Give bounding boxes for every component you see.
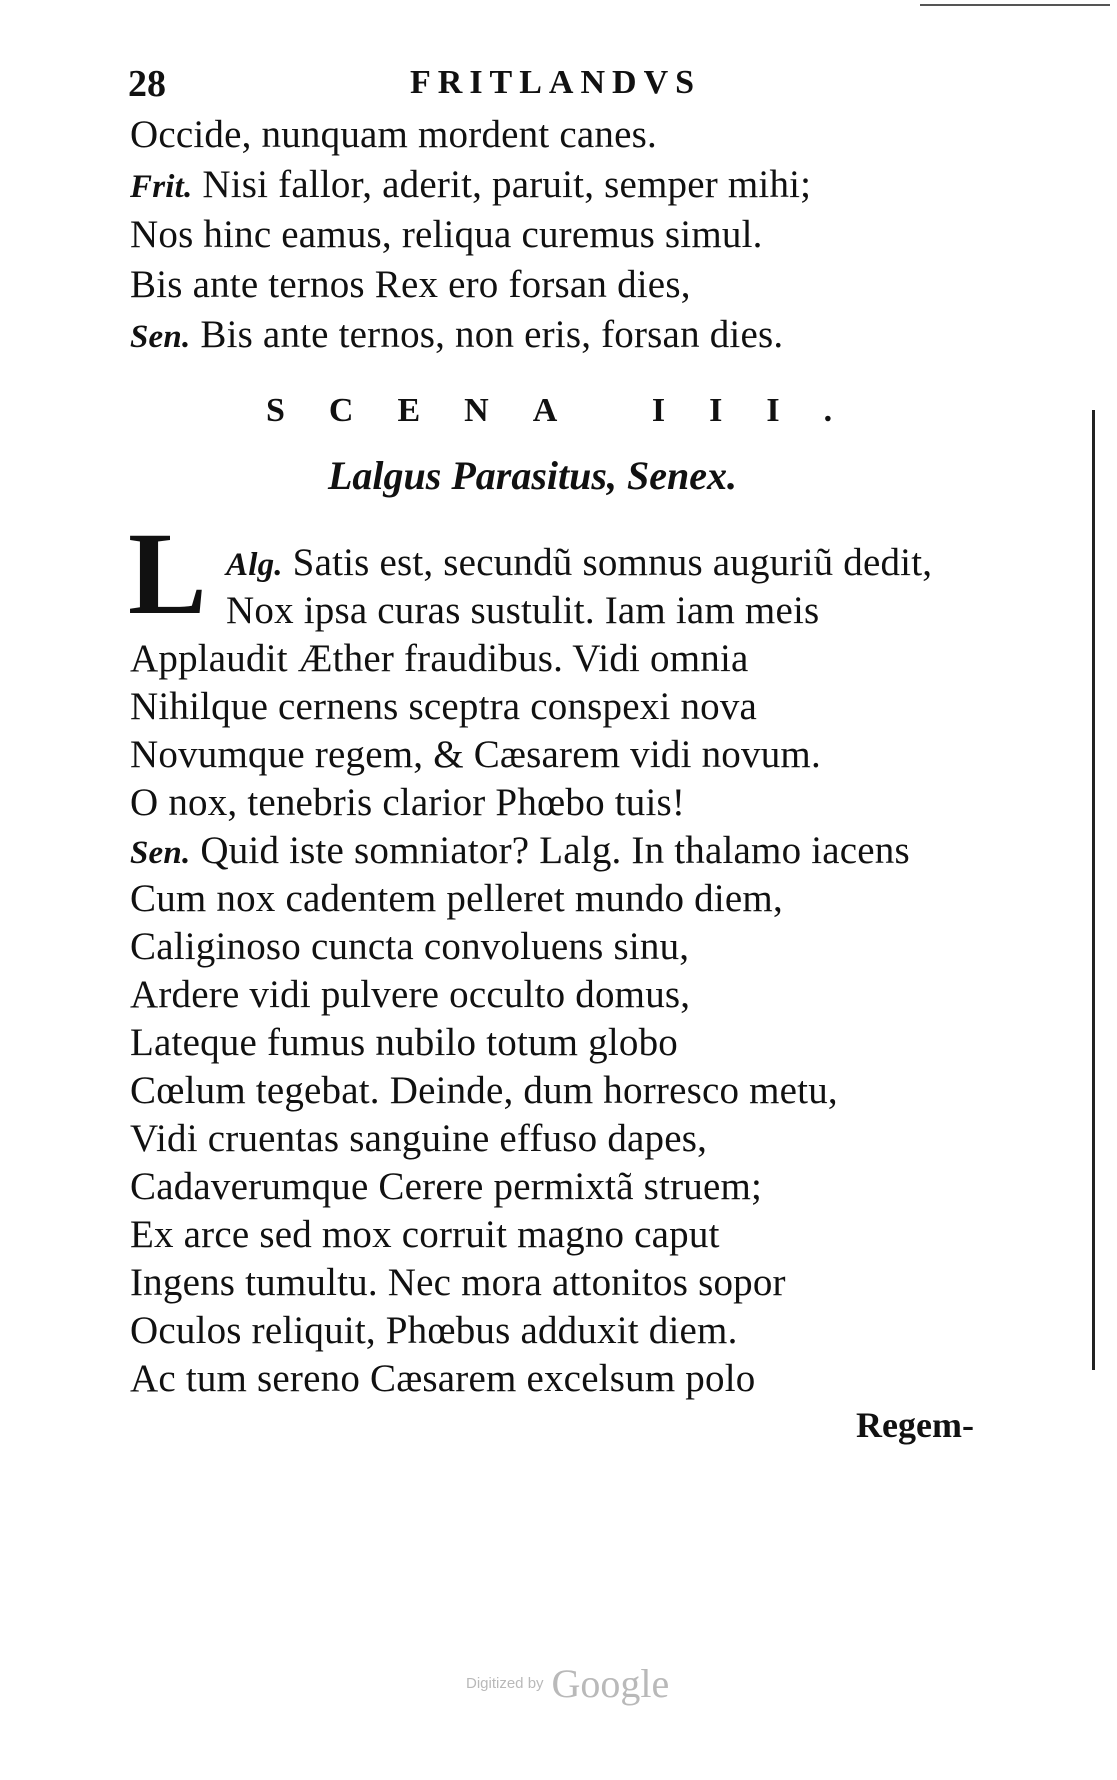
verse-line xyxy=(130,1116,707,1164)
scene-title: SCENA III. xyxy=(266,392,877,429)
verse-text: Quid iste somniator? Lalg. In thalamo iacens xyxy=(190,829,910,872)
verse-line xyxy=(130,1260,786,1308)
verse-text: Ac tum sereno Cæsarem excelsum polo xyxy=(130,1357,756,1400)
verse-text: Oculos reliquit, Phœbus adduxit diem. xyxy=(130,1309,738,1352)
scene-persons: Lalgus Parasitus, Senex. xyxy=(328,453,737,498)
verse-line xyxy=(130,924,689,972)
running-head: FRITLANDVS xyxy=(410,64,702,101)
page-number: 28 xyxy=(128,63,166,105)
catchword: Regem- xyxy=(856,1405,974,1445)
verse-line xyxy=(130,112,657,160)
verse-line xyxy=(130,1356,755,1404)
verse-line xyxy=(130,1164,762,1212)
verse-text: Ex arce sed mox corruit magno caput xyxy=(130,1213,720,1256)
speaker-label: Frit. xyxy=(130,169,193,205)
verse-text: Ardere vidi pulvere occulto domus, xyxy=(130,973,691,1016)
verse-line xyxy=(130,312,783,360)
speaker-label: Sen. xyxy=(130,835,191,871)
verse-line xyxy=(130,684,757,732)
google-logo: Google xyxy=(551,1661,670,1706)
drop-capital: L xyxy=(128,508,207,639)
speaker-label: Sen. xyxy=(130,319,191,355)
verse-line xyxy=(130,1212,720,1260)
verse-line xyxy=(130,732,821,780)
verse-line xyxy=(130,1308,738,1356)
verse-line xyxy=(130,780,685,828)
verse-text: Nihilque cernens sceptra conspexi nova xyxy=(130,685,758,728)
verse-line xyxy=(130,162,811,210)
verse-text: Ingens tumultu. Nec mora attonitos sopor xyxy=(130,1261,786,1304)
verse-text: Satis est, secundũ somnus auguriũ dedit, xyxy=(282,541,933,584)
verse-text: Nox ipsa curas sustulit. Iam iam meis xyxy=(226,589,820,632)
verse-text: Cum nox cadentem pelleret mundo diem, xyxy=(130,877,783,920)
verse-text: O nox, tenebris clarior Phœbo tuis! xyxy=(130,781,686,824)
verse-line xyxy=(130,262,691,310)
verse-text: Nisi fallor, aderit, paruit, semper mihi; xyxy=(192,163,812,206)
verse-line xyxy=(130,1068,838,1116)
verse-line xyxy=(130,876,783,924)
verse-text: Caliginoso cuncta convoluens sinu, xyxy=(130,925,690,968)
verse-text: Nos hinc eamus, reliqua curemus simul. xyxy=(130,213,763,256)
verse-line xyxy=(226,540,932,588)
verse-line xyxy=(226,588,819,636)
verse-text: Bis ante ternos Rex ero forsan dies, xyxy=(130,263,691,306)
verse-line xyxy=(130,636,749,684)
verse-text: Bis ante ternos, non eris, forsan dies. xyxy=(190,313,784,356)
verse-line xyxy=(130,828,910,876)
page-header xyxy=(128,62,748,108)
verse-text: Novumque regem, & Cæsarem vidi novum. xyxy=(130,733,821,776)
watermark-caption: Digitized by xyxy=(466,1675,544,1692)
page-edge-rule xyxy=(1092,410,1095,1370)
verse-text: Occide, nunquam mordent canes. xyxy=(130,113,657,156)
verse-line xyxy=(130,972,690,1020)
digitized-watermark xyxy=(466,1660,669,1707)
verse-text: Cadaverumque Cerere permixtã struem; xyxy=(130,1165,763,1208)
verse-text: Vidi cruentas sanguine effuso dapes, xyxy=(130,1117,708,1160)
verse-line xyxy=(130,212,763,260)
verse-text: Lateque fumus nubilo totum globo xyxy=(130,1021,679,1064)
speaker-label: Alg. xyxy=(226,547,283,583)
verse-line xyxy=(130,1020,678,1068)
top-edge-rule xyxy=(920,4,1110,6)
verse-text: Applaudit Æther fraudibus. Vidi omnia xyxy=(130,637,749,680)
verse-text: Cœlum tegebat. Deinde, dum horresco metu, xyxy=(130,1069,838,1112)
